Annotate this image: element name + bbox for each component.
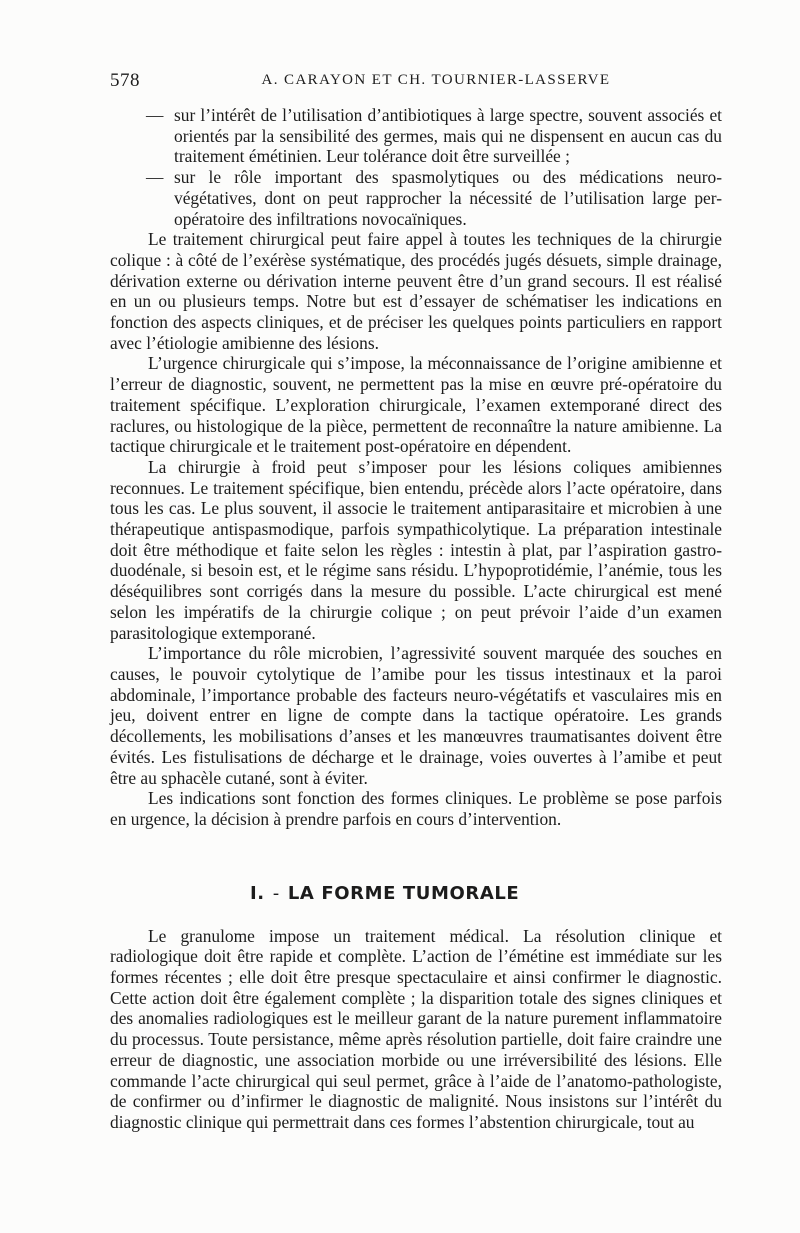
dash-bullet: — [146, 167, 164, 188]
document-body [110, 105, 722, 1133]
section-separator: - [272, 882, 280, 904]
paragraph-microbial-role: L’importance du rôle microbien, l’agressivité souvent marquée des souches en causes, le pouvoir cytolytique de l’amibe pour les tissus intestinaux et la paroi abdominale, l’importance probable des facteurs neuro-végétatifs et vasculaires mis en jeu, doivent entrer en ligne de compte dans la tactique opératoire. Les grands décollements, les mobilisations d’anses et les manœuvres traumatisantes doivent être évités. Les fistulisations de décharge et le drainage, voies ouvertes à l’amibe et peut être au sphacèle cutané, sont à éviter. [110, 643, 722, 788]
dash-bullet: — [146, 105, 164, 125]
section-heading [110, 882, 722, 906]
paragraph-cold-surgery: La chirurgie à froid peut s’imposer pour les lésions coliques amibiennes reconnues. Le traitement spécifique, bien entendu, précède alors l’acte opératoire, dans tous les cas. Le plus souvent, il associe le traitement antiparasitaire et microbien à une thérapeutique antispasmodique, parfois sympathicolytique. La préparation intestinale doit être méthodique et faite selon les règles : intestin à plat, par l’aspiration gastro-duodénale, si besoin est, et le régime sans résidu. L’hypoprotidémie, l’anémie, tous les déséquilibres sont corrigés dans la mesure du possible. L’acte chirurgical est mené selon les impératifs de la chirurgie colique ; on peut prévoir l’aide d’un examen parasitologique extemporané. [110, 456, 722, 643]
running-header [110, 70, 722, 94]
section-number: I. [250, 882, 265, 904]
paragraph-granuloma: Le granulome impose un traitement médical. La résolution clinique et radiologique doit être rapide et complète. L’action de l’émétine est immédiate sur les formes récentes ; elle doit être presque spectaculaire et ainsi confirmer le diagnostic. Cette action doit être également complète ; la disparition totale des signes cliniques et des anomalies radiologiques est le meilleur garant de la nature purement inflammatoire du processus. Toute persistance, même après résolution partielle, doit faire craindre une erreur de diagnostic, une association morbide ou une irréversibilité des lésions. Elle commande l’acte chirurgical qui seul permet, grâce à l’aide de l’anatomo-pathologiste, de confirmer ou d’infirmer le diagnostic de malignité. Nous insistons sur l’intérêt du diagnostic clinique qui permettrait dans ces formes l’abstention chirurgicale, tout au [110, 925, 722, 1132]
section-title: LA FORME TUMORALE [287, 882, 520, 904]
paragraph-surgical-techniques: Le traitement chirurgical peut faire appel à toutes les techniques de la chirurgie colique : à côté de l’exérèse systématique, des procédés jugés désuets, simple drainage, dérivation externe ou dérivation interne peuvent être d’un grand secours. Il est réalisé en un ou plusieurs temps. Notre but est d’essayer de schématiser les indications en fonction des aspects cliniques, et de préciser les quelques points particuliers en rapport avec l’étiologie amibienne des lésions. [110, 229, 722, 353]
paragraph-indications: Les indications sont fonction des formes cliniques. Le problème se pose parfois en urgence, la décision à prendre parfois en cours d’intervention. [110, 788, 722, 829]
paragraph-emergency-surgery: L’urgence chirurgicale qui s’impose, la méconnaissance de l’origine amibienne et l’erreur de diagnostic, souvent, ne permettent pas la mise en œuvre pré-opératoire du traitement spécifique. L’exploration chirurgicale, l’examen extemporané direct des raclures, ou histologique de la pièce, permettent de reconnaître la nature amibienne. La tactique chirurgicale et le traitement post-opératoire en dépendent. [110, 353, 722, 457]
dash-list-item [110, 167, 722, 229]
dash-item-text: sur le rôle important des spasmolytiques ou des médications neuro-végétatives, dont on peut rapprocher la nécessité de l’utilisation large per-opératoire des infiltrations novocaïniques. [174, 167, 722, 229]
dash-item-text: sur l’intérêt de l’utilisation d’antibiotiques à large spectre, souvent associés et orientés par la sensibilité des germes, mais qui ne dispensent en aucun cas du traitement émétinien. Leur tolérance doit être surveillée ; [174, 105, 722, 167]
page-number: 578 [110, 70, 140, 91]
dash-list-item [110, 105, 722, 167]
running-title: A. CARAYON ET CH. TOURNIER-LASSERVE [261, 72, 611, 88]
